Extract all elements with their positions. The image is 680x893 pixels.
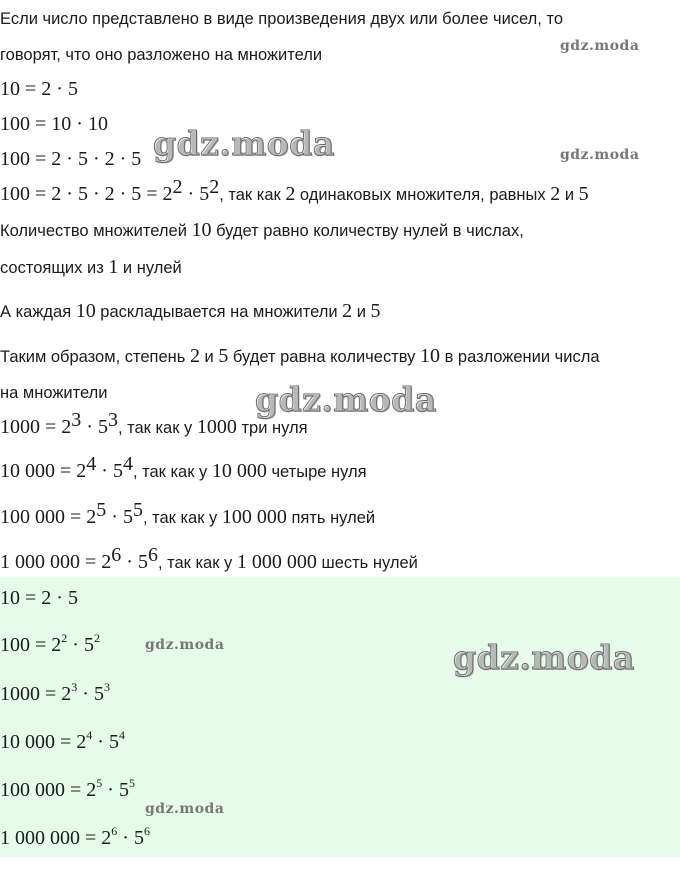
text-conclusion-line-2: на множители — [0, 384, 108, 402]
intro-line-2: говорят, что оно разложено на множители — [0, 46, 323, 64]
watermark: gdz.moda — [453, 638, 635, 677]
formula-100000: 100 $000 = 2^5 \cdot 5^5$, так как у 100 000 пять нулей — [0, 498, 376, 528]
text-conclusion-line-1: Таким образом, степень 2 и 5 будет равна количеству 10 в разложении числа — [0, 345, 600, 367]
answer-10: 10 = 2 · 5 — [0, 587, 78, 609]
watermark: gdz.moda — [560, 147, 640, 163]
intro-line-1: Если число представлено в виде произведения двух или более чисел, то — [0, 10, 564, 28]
formula-100-b: 100 = 2 · 5 · 2 · 5 — [0, 148, 142, 170]
watermark: gdz.moda — [145, 637, 225, 653]
watermark: gdz.moda — [145, 801, 225, 817]
formula-10: 10 = 2 · 5 — [0, 78, 78, 100]
watermark: gdz.moda — [560, 38, 640, 54]
answer-block — [0, 577, 680, 857]
watermark: gdz.moda — [255, 380, 437, 419]
formula-1000000: 1 000 $000 = 2^6 \cdot 5^6$, так как у 1 000 000 шесть нулей — [0, 543, 418, 573]
formula-100-a: 100 = 10 · 10 — [0, 113, 108, 135]
watermark: gdz.moda — [153, 124, 335, 163]
text-each-ten-line: А каждая 10 раскладывается на множители 2 и 5 — [0, 300, 381, 322]
answer-1000000: 1 000 $000 = 2^6 \cdot 5^6$ — [0, 824, 150, 849]
text-consisting-line: состоящих из 1 и нулей — [0, 256, 182, 278]
answer-10000: 10 $000 = 2^4 \cdot 5^4$ — [0, 728, 125, 753]
answer-1000: $1000 = 2^3 \cdot 5^3$ — [0, 680, 110, 705]
answer-100000: 100 $000 = 2^5 \cdot 5^5$ — [0, 776, 135, 801]
formula-100-c: $100 = 2 \cdot 5 \cdot 2 \cdot 5 = 2^2 \cdot 5^2$, так как 2 одинаковых множителя, равных 2 и 5 — [0, 175, 589, 205]
formula-10000: 10 $000 = 2^4 \cdot 5^4$, так как у 10 000 четыре нуля — [0, 452, 367, 482]
text-count-line: Количество множителей 10 будет равно количеству нулей в числах, — [0, 219, 524, 241]
answer-100: $100 = 2^2 \cdot 5^2$ — [0, 631, 100, 656]
formula-1000: $1000 = 2^3 \cdot 5^3$, так как у 1000 три нуля — [0, 408, 308, 438]
